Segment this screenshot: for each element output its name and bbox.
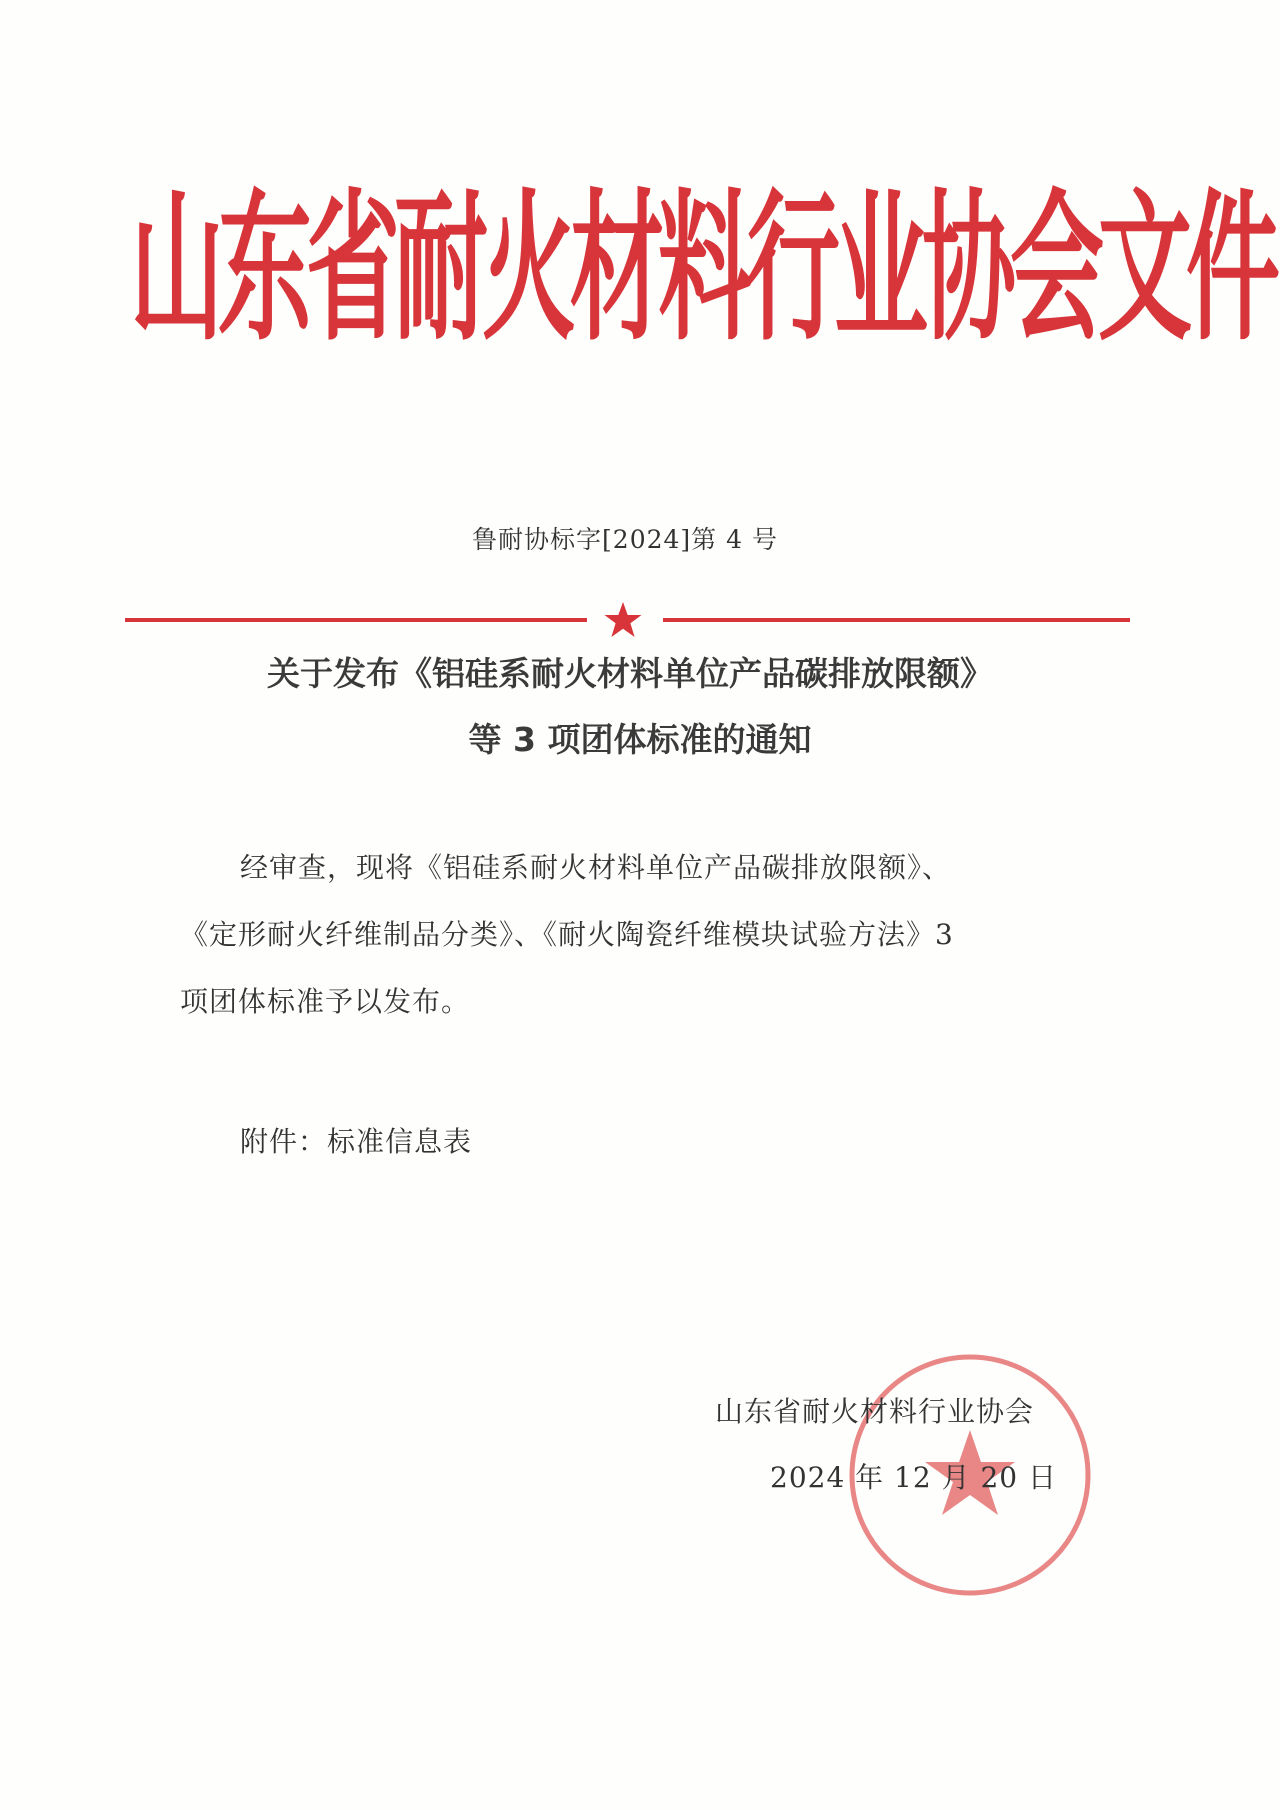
star-icon <box>603 600 643 640</box>
notice-title-line2: 等 3 项团体标准的通知 <box>468 720 812 759</box>
signature-date: 2024 年 12 月 20 日 <box>770 1461 1058 1494</box>
body-paragraph-line3: 项团体标准予以发布。 <box>180 985 471 1018</box>
divider-line-left <box>125 618 587 622</box>
attachment-label: 附件：标准信息表 <box>240 1125 473 1158</box>
body-paragraph-line1: 经审查，现将《铝硅系耐火材料单位产品碳排放限额》、 <box>240 851 952 884</box>
document-number: 鲁耐协标字[2024]第 4 号 <box>472 525 778 554</box>
signature-organization: 山东省耐火材料行业协会 <box>715 1395 1035 1428</box>
body-paragraph-line2: 《定形耐火纤维制品分类》、《耐火陶瓷纤维模块试验方法》3 <box>180 918 954 951</box>
document-header-title: 山东省耐火材料行业协会文件 <box>130 176 1275 364</box>
notice-title-line1: 关于发布《铝硅系耐火材料单位产品碳排放限额》 <box>267 654 993 693</box>
divider-line-right <box>663 618 1130 622</box>
red-divider <box>125 600 1130 640</box>
